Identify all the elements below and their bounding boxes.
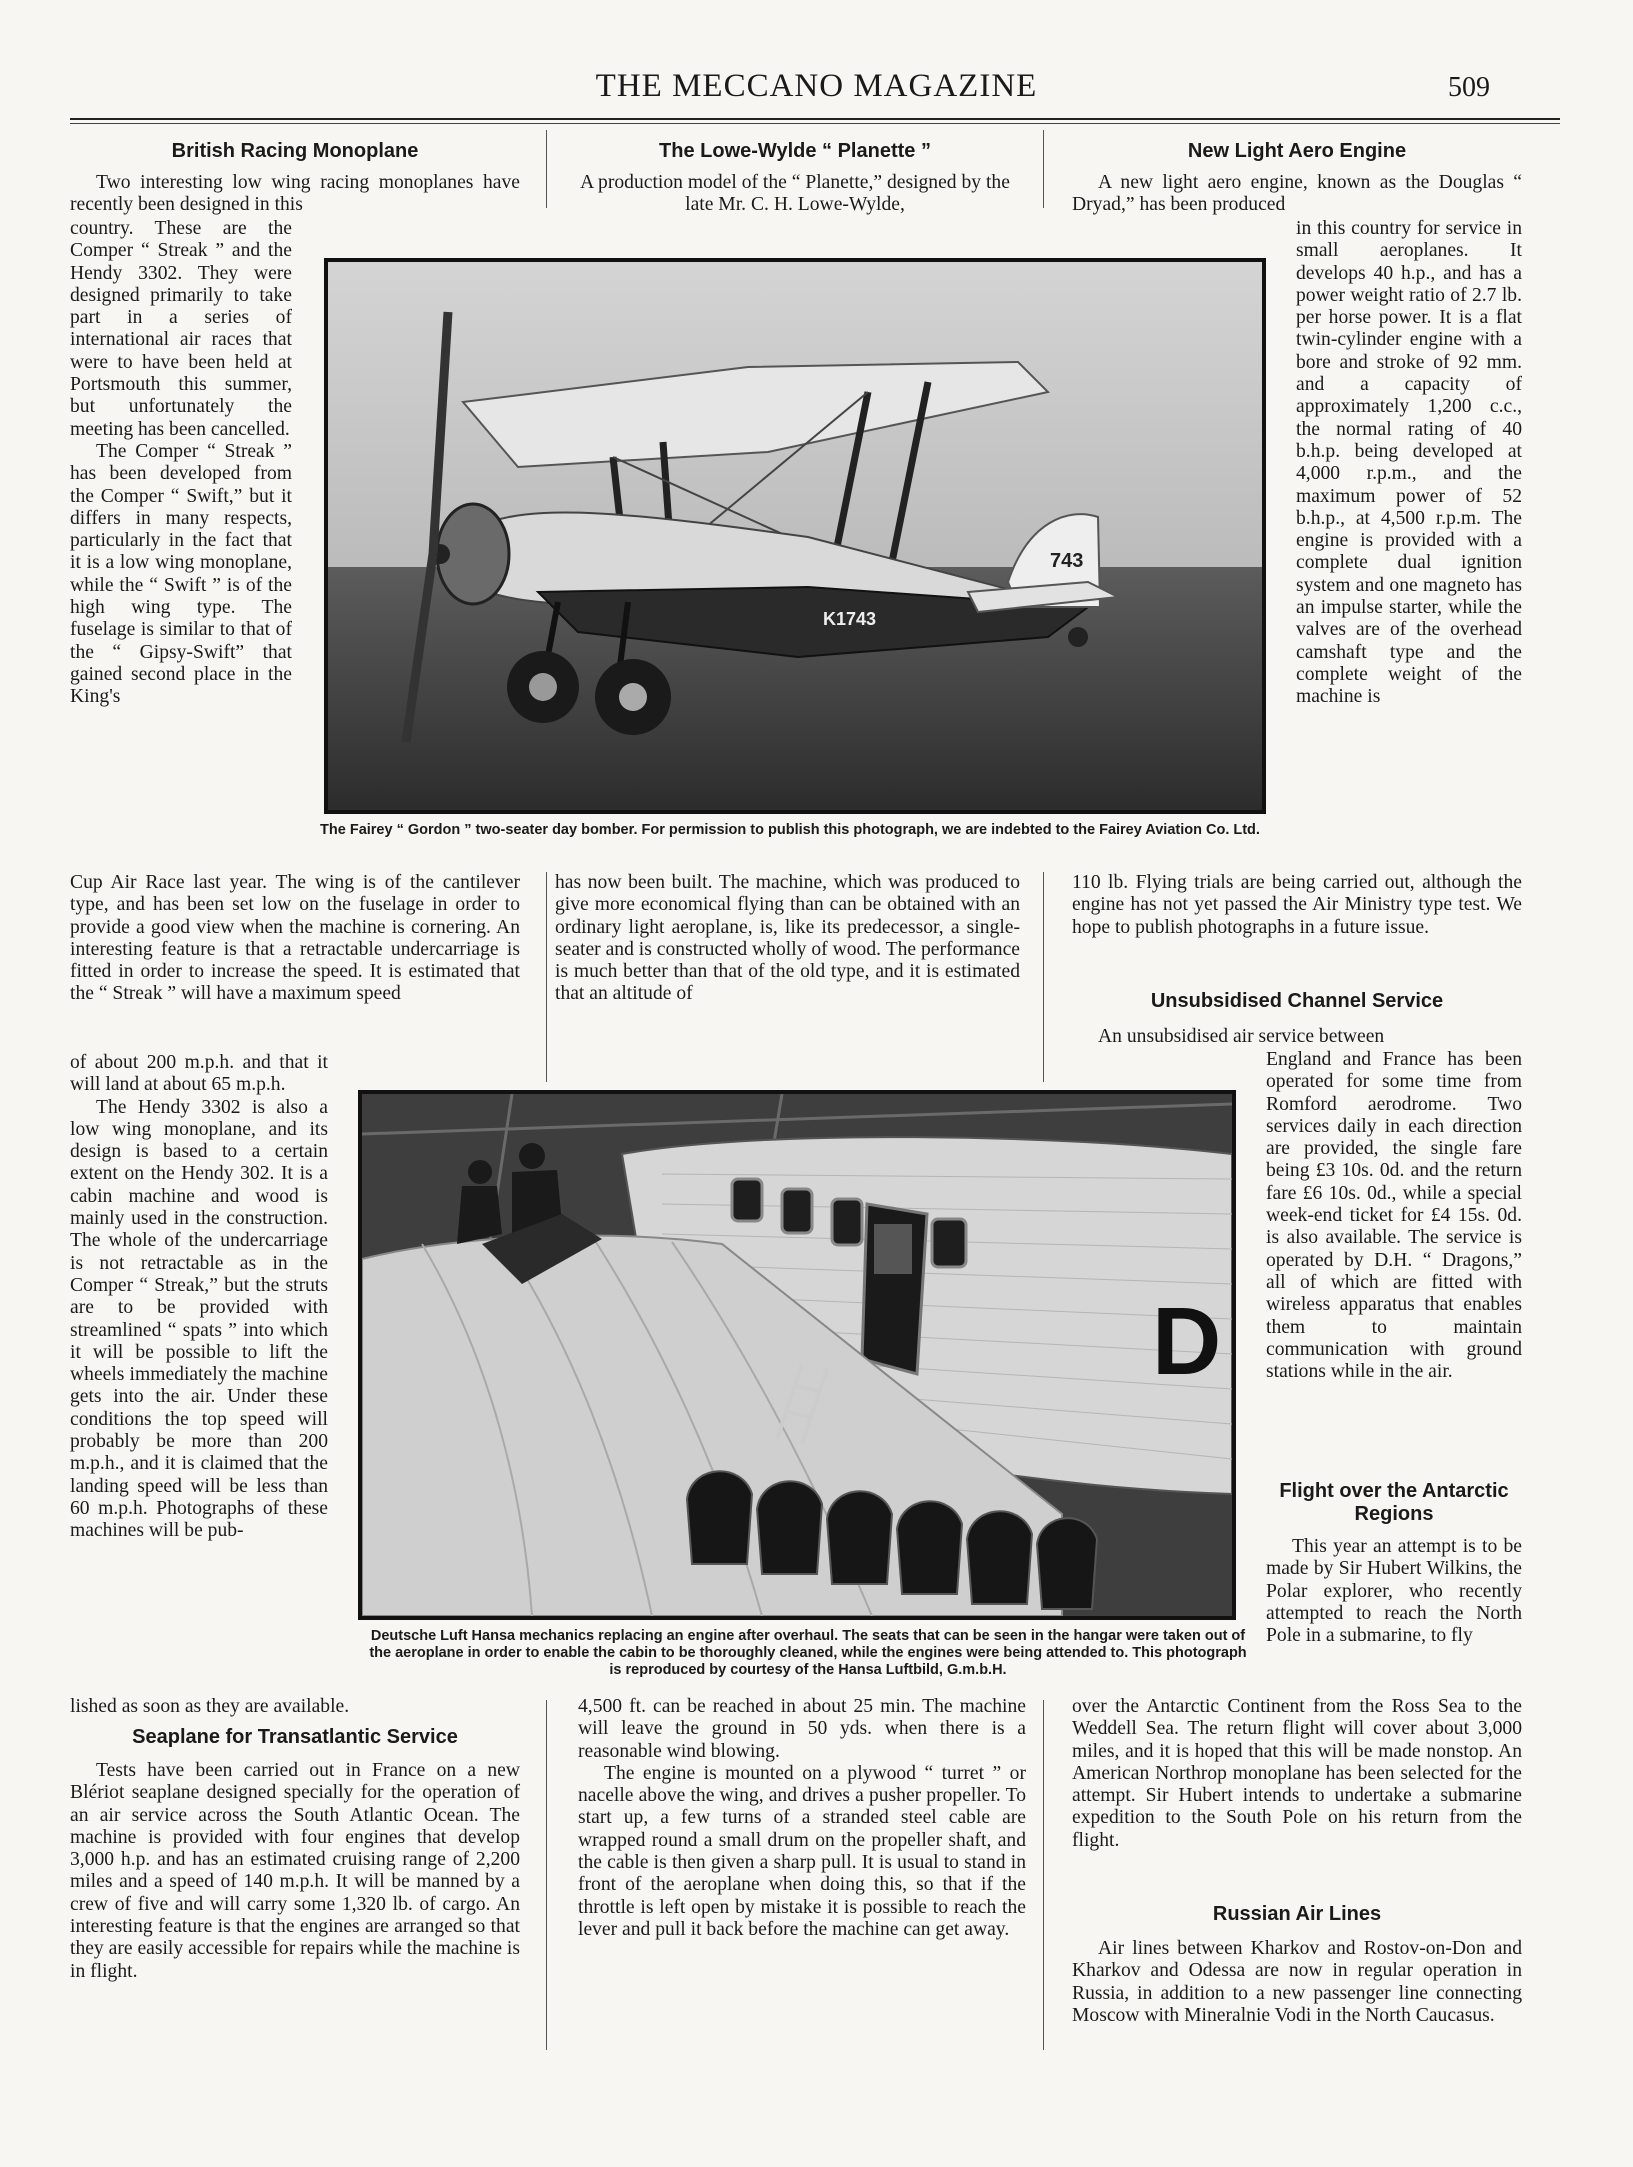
heading-new-light-aero-engine: New Light Aero Engine xyxy=(1187,140,1407,162)
photo-fairey-gordon xyxy=(324,258,1266,814)
article-aero-engine-intro: A new light aero engine, known as the Douglas “ Dryad,” has been produced xyxy=(1072,172,1522,216)
article-planette-bottom: 4,500 ft. can be reached in about 25 min. The machine will leave the ground in 50 yds. when there is a reasonable wind blowing. The engine is mounted on a plywood “ turret ” or nacelle above the wing, and drives a pusher propeller. To start up, a few turns of a stranded steel cable are wrapped round a small drum on the propeller shaft, and the cable is then given a sharp pull. It is usual to stand in front of the aeroplane when doing this, so that if the throttle is left open by mistake it is possible to reach the lever and pull it back before the machine can get away. xyxy=(578,1696,1026,1940)
photo-luft-hansa-hangar xyxy=(358,1090,1236,1620)
page-number: 509 xyxy=(1448,72,1490,103)
heading-unsubsidised-channel: Unsubsidised Channel Service xyxy=(1150,990,1444,1012)
biplane-illustration xyxy=(328,262,1262,810)
heading-antarctic-flight: Flight over the Antarctic Regions xyxy=(1279,1480,1509,1525)
column-divider xyxy=(1043,130,1044,208)
article-channel-narrow: England and France has been operated for some time from Romford aerodrome. Two services daily in each direction are provided, the single fare being £3 10s. 0d. and the return fare £6 10s. 0d., while a special week-end ticket for £4 15s. 0d. is also available. The service is operated by D.H. “ Dragons,” all of which are fitted with wireless apparatus that enables them to maintain communication with ground stations while in the air. xyxy=(1266,1049,1522,1383)
article-racing-monoplane-intro: Two interesting low wing racing monoplanes have recently been designed in this xyxy=(70,172,520,216)
hangar-illustration xyxy=(362,1094,1232,1616)
article-racing-monoplane-hendy: of about 200 m.p.h. and that it will land at about 65 m.p.h. The Hendy 3302 is also a low wing monoplane, and its design is based to a certain extent on the Hendy 302. It is a cabin machine and wood is mainly used in the construction. The whole of the undercarriage is not retractable as in the Comper “ Streak,” but the struts are to be provided with streamlined “ spats ” into which it will be possible to lift the wheels immediately the machine gets into the air. Under these conditions the top speed will probably be more than 200 m.p.h., and it is claimed that the landing speed will be less than 60 m.p.h. Photographs of these machines will be pub- xyxy=(70,1052,328,1542)
column-divider xyxy=(546,1700,547,2050)
column-divider xyxy=(546,872,547,1082)
article-seaplane: Tests have been carried out in France on a new Blériot seaplane designed specially for the operation of an air service across the South Atlantic Ocean. The machine is provided with four engines that develop 3,000 h.p. and has an estimated cruising range of 2,200 miles and a speed of 140 m.p.h. It will be manned by a crew of five and will carry some 1,320 lb. of cargo. An interesting feature is that the engines are arranged so that they are easily accessible for repairs while the machine is in flight. xyxy=(70,1760,520,1982)
article-racing-monoplane-end: lished as soon as they are available. xyxy=(70,1696,350,1717)
article-russian-air-lines: Air lines between Kharkov and Rostov-on-Don and Kharkov and Odessa are now in regular operation in Russia, in addition to a new passenger line connecting Moscow with Mineralnie Vodi in the North Caucasus. xyxy=(1072,1938,1522,2026)
article-antarctic-wide: over the Antarctic Continent from the Ross Sea to the Weddell Sea. The return flight will cover about 3,000 miles, and it is hoped that this will be made nonstop. An American Northrop monoplane has been selected for the attempt. Sir Hubert intends to undertake a submarine expedition to the South Pole on his return from the flight. xyxy=(1072,1696,1522,1851)
heading-seaplane-transatlantic: Seaplane for Transatlantic Service xyxy=(132,1726,458,1748)
heading-russian-air-lines: Russian Air Lines xyxy=(1212,1903,1382,1925)
article-racing-monoplane-narrow: country. These are the Comper “ Streak ” and the Hendy 3302. They were designed primarily to take part in a series of international air races that were to have been held at Portsmouth this summer, but unfortunately the meeting has been cancelled. The Comper “ Streak ” has been developed from the Comper “ Swift,” but it differs in many respects, particularly in the fact that it is a low wing monoplane, while the “ Swift ” is of the high wing type. The fuselage is similar to that of the “ Gipsy-Swift” that gained second place in the King's xyxy=(70,218,292,708)
article-racing-monoplane-wide: Cup Air Race last year. The wing is of the cantilever type, and has been set low on the fuselage in order to provide a good view when the machine is cornering. An interesting feature is that a retractable undercarriage is fitted in order to increase the speed. It is estimated that the “ Streak ” will have a maximum speed xyxy=(70,872,520,1005)
header-rule xyxy=(70,118,1560,120)
heading-british-racing-monoplane: British Racing Monoplane xyxy=(171,140,419,162)
article-aero-engine-wide: 110 lb. Flying trials are being carried out, although the engine has not yet passed the Air Ministry type test. We hope to publish photographs in a future issue. xyxy=(1072,872,1522,938)
article-planette-top: A production model of the “ Planette,” designed by the late Mr. C. H. Lowe-Wylde, xyxy=(580,172,1010,216)
column-divider xyxy=(546,130,547,208)
header-rule-thin xyxy=(70,123,1560,124)
tail-marking: 743 xyxy=(1050,550,1084,572)
column-divider xyxy=(1043,872,1044,1082)
magazine-title: THE MECCANO MAGAZINE xyxy=(595,68,1038,104)
article-channel-intro: An unsubsidised air service between xyxy=(1098,1026,1385,1047)
fuselage-marking: K1743 xyxy=(823,609,877,629)
column-divider xyxy=(1043,1700,1044,2050)
fuselage-letter: D xyxy=(1152,1288,1222,1395)
caption-luft-hansa: Deutsche Luft Hansa mechanics replacing an engine after overhaul. The seats that can be seen in the hangar were taken out of the aeroplane in order to enable the cabin to be thoroughly cleaned, while the engines were being attended to. This photograph is reproduced by courtesy of the Hansa Luftbild, G.m.b.H. xyxy=(369,1628,1247,1678)
caption-fairey-gordon: The Fairey “ Gordon ” two-seater day bomber. For permission to publish this photograph, we are indebted to the Fairey Aviation Co. Ltd. xyxy=(320,822,1260,838)
heading-planette: The Lowe-Wylde “ Planette ” xyxy=(659,140,931,162)
article-aero-engine-narrow: in this country for service in small aeroplanes. It develops 40 h.p., and has a power weight ratio of 2.7 lb. per horse power. It is a flat twin-cylinder engine with a bore and stroke of 92 mm. and a capacity of approximately 1,200 c.c., the normal rating of 40 b.h.p. being developed at 4,000 r.p.m., and the maximum power of 52 b.h.p., at 4,500 r.p.m. The engine is provided with a complete dual ignition system and one magneto has an impulse starter, while the valves are of the overhead camshaft type and the complete weight of the machine is xyxy=(1296,218,1522,708)
article-planette-mid: has now been built. The machine, which was produced to give more economical flying than can be obtained with an ordinary light aeroplane, is, like its predecessor, a single-seater and is constructed wholly of wood. The performance is much better than that of the old type, and it is estimated that an altitude of xyxy=(555,872,1020,1005)
article-antarctic-narrow: This year an attempt is to be made by Sir Hubert Wilkins, the Polar explorer, who recently attempted to reach the North Pole in a submarine, to fly xyxy=(1266,1536,1522,1647)
